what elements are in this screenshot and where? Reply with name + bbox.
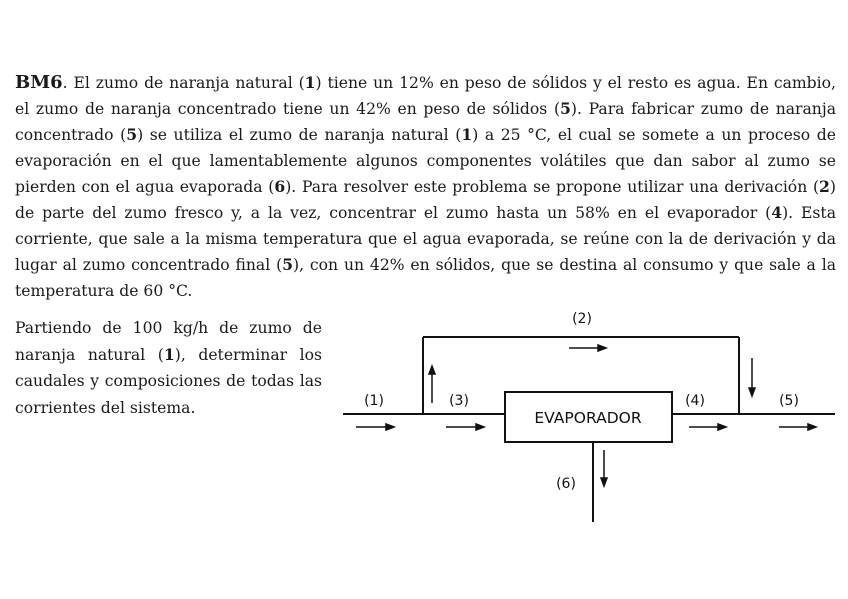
arrow-icon bbox=[689, 424, 726, 430]
stream-ref: 1 bbox=[461, 125, 473, 144]
text-segment: ), con un 42% en sólidos, que se destina al consumo y que sale a la temperatura de 60 °C. bbox=[15, 256, 837, 300]
stream-label-3: (3) bbox=[449, 393, 469, 409]
arrow-icon bbox=[779, 424, 816, 430]
stream-ref: 5 bbox=[282, 255, 294, 274]
text-segment: Partiendo de 100 kg/h de zumo de naranja natural ( bbox=[15, 319, 322, 364]
stream-label-6: (6) bbox=[556, 476, 576, 492]
text-segment: ) de parte del zumo fresco y, a la vez, concentrar el zumo hasta un 58% en el evaporador ( bbox=[15, 178, 836, 222]
text-segment: ). Para resolver este problema se propone utilizar una derivación ( bbox=[285, 178, 820, 196]
text-segment: ). Para fabricar zumo de naranja concentrado ( bbox=[15, 100, 836, 144]
stream-ref: 6 bbox=[274, 177, 286, 196]
stream-label-1: (1) bbox=[364, 393, 384, 409]
text-segment: ) tiene un 12% en peso de sólidos y el resto es agua. En cambio, el zumo de naranja concentrado tiene un 42% en peso de sólidos ( bbox=[15, 74, 836, 118]
stream-ref: 2 bbox=[819, 177, 830, 196]
text-segment: ) a 25 °C, el cual se somete a un proceso de evaporación en el que lamentablemente algunos componentes volátiles que dan sabor al zumo se pierden con el agua evaporada ( bbox=[15, 126, 836, 196]
evaporator-label: EVAPORADOR bbox=[534, 409, 642, 427]
stream-ref: 1 bbox=[304, 73, 316, 92]
arrow-icon bbox=[429, 366, 435, 403]
stream-ref: 5 bbox=[560, 99, 571, 118]
problem-title: BM6 bbox=[15, 72, 63, 93]
arrow-icon bbox=[446, 424, 484, 430]
stream-label-2: (2) bbox=[572, 311, 592, 327]
arrow-icon bbox=[356, 424, 394, 430]
stream-label-5: (5) bbox=[779, 393, 799, 409]
arrow-icon bbox=[601, 450, 607, 486]
text-segment: . El zumo de naranja natural ( bbox=[62, 74, 305, 92]
stream-ref: 4 bbox=[771, 203, 783, 222]
stream-label-4: (4) bbox=[685, 393, 705, 409]
stream-ref: 1 bbox=[163, 344, 175, 364]
text-segment: ), determinar los caudales y composiciones de todas las corrientes del sistema. bbox=[15, 345, 323, 417]
stream-ref: 5 bbox=[126, 125, 138, 144]
arrow-icon bbox=[749, 358, 755, 396]
text-segment: ). Esta corriente, que sale a la misma temperatura que el agua evaporada, se reúne con la de derivación y da lugar al zumo concentrado final ( bbox=[15, 204, 836, 274]
text-segment: ) se utiliza el zumo de naranja natural ( bbox=[137, 126, 462, 144]
arrow-icon bbox=[569, 345, 606, 351]
